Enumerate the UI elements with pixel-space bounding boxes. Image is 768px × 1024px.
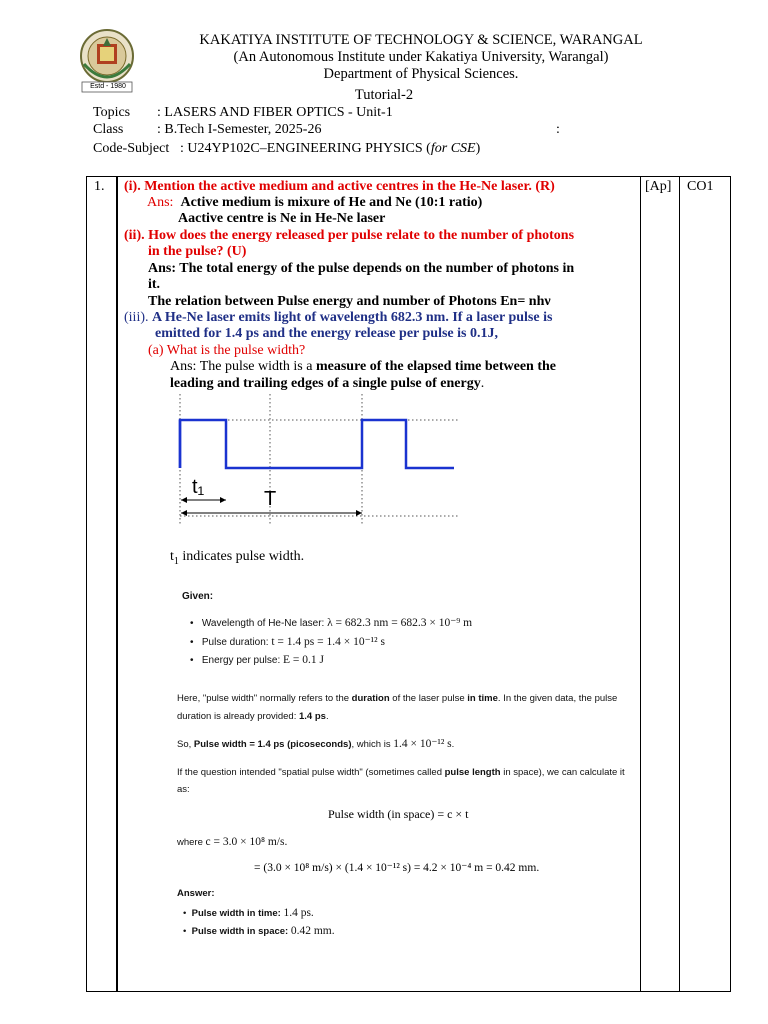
tutorial-title: Tutorial-2 xyxy=(354,87,414,103)
q2-question-line2: in the pulse? (U) xyxy=(148,244,247,259)
para1-a: Here, "pulse width" normally refers to the xyxy=(177,693,352,704)
q2-answer-line2: it. xyxy=(148,277,161,292)
bullet3-math: E = 0.1 J xyxy=(283,654,325,666)
para1-d: in time xyxy=(467,693,498,704)
explanation-para2 xyxy=(177,738,454,751)
q3-ans-bold1: measure of the elapsed time between the xyxy=(315,359,556,374)
co-tag: CO1 xyxy=(687,179,714,194)
para2-a: So, xyxy=(177,739,194,750)
explanation-para3-line1 xyxy=(177,766,625,779)
q3-ans-bold2: leading and trailing edges of a single pulse of energy xyxy=(170,376,481,391)
q2-question-line1: (ii). How does the energy released per pulse relate to the number of photons xyxy=(124,228,575,243)
para1-b: duration xyxy=(351,693,390,704)
class-row xyxy=(93,121,321,139)
q3-prefix: (iii). xyxy=(124,310,149,325)
code-value: : U24YP102C–ENGINEERING PHYSICS ( xyxy=(180,141,431,156)
where-line xyxy=(177,836,287,849)
given-heading xyxy=(182,590,213,603)
q1-question-text: (i). Mention the active medium and active centres in the He-Ne laser. (R) xyxy=(124,179,555,194)
where-math: c = 3.0 × 10⁸ m/s. xyxy=(205,836,288,848)
q1-ans-label: Ans: xyxy=(147,195,174,210)
explanation-para1-line1 xyxy=(177,692,617,705)
q3-line2: emitted for 1.4 ps and the energy release per pulse is 0.1J, xyxy=(155,326,498,341)
q2-answer-line3: The relation between Pulse energy and number of Photons En= nhν xyxy=(148,294,551,309)
answer-heading xyxy=(177,887,214,900)
code-close: ) xyxy=(475,141,481,156)
para1-line2-a: duration is already provided: xyxy=(177,711,299,722)
q2-answer-line1: Ans: The total energy of the pulse depends on the number of photons in xyxy=(148,261,575,276)
bullet1-math: λ = 682.3 nm = 682.3 × 10⁻⁹ m xyxy=(327,617,473,629)
topics-row xyxy=(93,104,393,122)
q3-answer-line2 xyxy=(170,375,484,392)
answer-bullet-2 xyxy=(183,925,335,938)
t1-note-sub: 1 xyxy=(173,555,179,567)
explanation-para1-line2 xyxy=(177,710,329,723)
question-number: 1. xyxy=(94,179,105,194)
para2-b: Pulse width = 1.4 ps (picoseconds) xyxy=(193,739,352,750)
class-trailing-colon: : xyxy=(556,122,560,137)
q3-answer-line1 xyxy=(170,358,556,375)
bullet2-text: Pulse duration: xyxy=(201,637,272,648)
t1-note-sym: t xyxy=(170,549,174,564)
q3-sub-a: (a) What is the pulse width? xyxy=(148,343,306,358)
institute-name: KAKATIYA INSTITUTE OF TECHNOLOGY & SCIENCE, WARANGAL xyxy=(199,32,643,48)
para2-c: , which is xyxy=(351,739,394,750)
para3-a: If the question intended "spatial pulse width" (sometimes called xyxy=(177,767,445,778)
table-col-rule-level xyxy=(640,177,641,991)
t1-note xyxy=(170,548,304,570)
topics-label: Topics xyxy=(93,105,131,120)
para2-d: . xyxy=(451,739,455,750)
para3-b: pulse length xyxy=(444,767,501,778)
answer2-math: 0.42 mm. xyxy=(290,925,335,937)
pulse-figure xyxy=(176,394,460,526)
q1-question xyxy=(124,178,555,195)
spatial-formula: Pulse width (in space) = c × t xyxy=(328,807,469,821)
class-label: Class xyxy=(93,122,124,137)
answer1-text: Pulse width in time: xyxy=(191,908,284,919)
para1-e: . In the given data, the pulse xyxy=(497,693,618,704)
bullet2-math: t = 1.4 ps = 1.4 × 10⁻¹² s xyxy=(271,636,385,648)
answer1-math: 1.4 ps. xyxy=(283,907,314,919)
given-bullet-1 xyxy=(190,617,472,630)
figure-label-t1: t₁ xyxy=(192,476,205,498)
topics-value: : LASERS AND FIBER OPTICS - Unit-1 xyxy=(157,105,393,120)
answer2-text: Pulse width in space: xyxy=(191,926,291,937)
q3-line1 xyxy=(124,309,552,326)
bullet1-text: Wavelength of He-Ne laser: xyxy=(201,618,328,629)
para3-c: in space), we can calculate it xyxy=(500,767,625,778)
code-row xyxy=(93,140,480,158)
t1-note-text: indicates pulse width. xyxy=(178,549,305,564)
para1-line2-b: 1.4 ps xyxy=(299,711,326,722)
level-tag: [Ap] xyxy=(645,179,672,194)
q1-answer-line2: Aactive centre is Ne in He-Ne laser xyxy=(178,211,386,226)
explanation-para3-line2: as: xyxy=(177,784,190,795)
calculation-line: = (3.0 × 10⁸ m/s) × (1.4 × 10⁻¹² s) = 4.2 × 10⁻⁴ m = 0.42 mm. xyxy=(254,862,540,874)
answer-dot-2: • xyxy=(183,926,187,937)
q3-ans-prefix: Ans: The pulse width is a xyxy=(170,359,316,374)
institute-subtitle: (An Autonomous Institute under Kakatiya University, Warangal) xyxy=(233,49,609,65)
answer-bullet-1 xyxy=(183,907,314,920)
figure-label-T: T xyxy=(264,488,277,510)
para1-c: of the laser pulse xyxy=(389,693,468,704)
department-name: Department of Physical Sciences. xyxy=(323,66,519,82)
q1-answer-line1 xyxy=(147,194,482,211)
given-bullet-2 xyxy=(190,636,385,649)
para2-math: 1.4 × 10⁻¹² s xyxy=(393,738,452,750)
bullet-dot-1: • xyxy=(190,618,194,629)
class-value: : B.Tech I-Semester, 2025-26 xyxy=(157,122,322,137)
q3-text1: A He-Ne laser emits light of wavelength 682.3 nm. If a laser pulse is xyxy=(152,310,553,325)
where-text: where xyxy=(177,837,206,848)
bullet-dot-3: • xyxy=(190,655,194,666)
table-inner-rule-left xyxy=(116,177,118,991)
logo-text: Estd - 1980 xyxy=(90,83,126,90)
code-label: Code-Subject xyxy=(93,141,170,156)
bullet-dot-2: • xyxy=(190,637,194,648)
q3-ans-end: . xyxy=(480,376,485,391)
answer-dot-1: • xyxy=(183,908,187,919)
para1-line2-c: . xyxy=(325,711,329,722)
code-italic: for CSE xyxy=(430,141,476,156)
given-bullet-3 xyxy=(190,654,324,667)
given-heading-text: Given: xyxy=(182,591,214,602)
answer-heading-text: Answer: xyxy=(177,888,215,899)
bullet3-text: Energy per pulse: xyxy=(201,655,284,666)
table-col-rule-co xyxy=(679,177,680,991)
q1-ans-text1: Active medium is mixure of He and Ne (10:1 ratio) xyxy=(180,195,483,210)
